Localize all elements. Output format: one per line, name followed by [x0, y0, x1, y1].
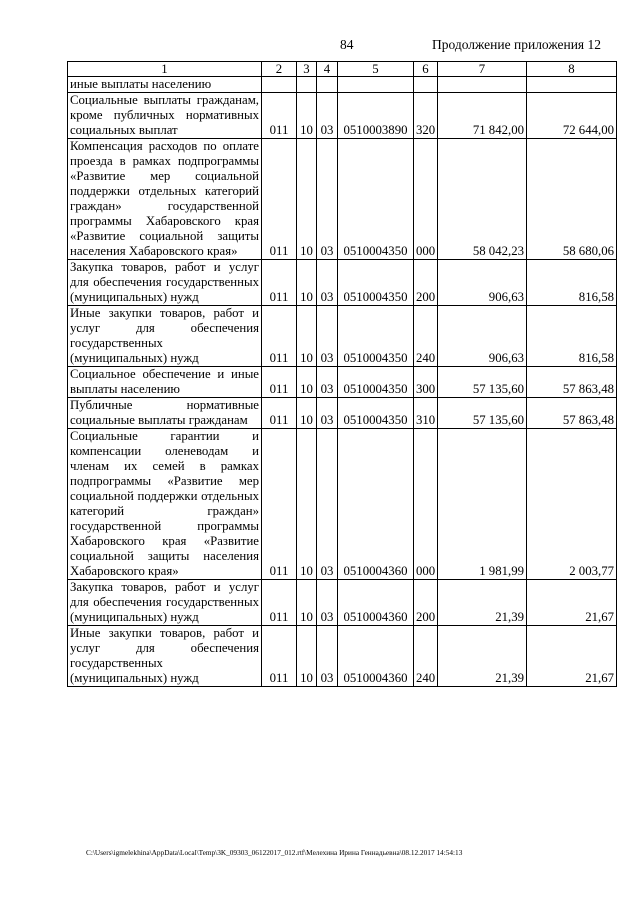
table-row	[68, 77, 617, 93]
target-article-code	[338, 77, 414, 93]
subsection-code: 03	[317, 398, 338, 429]
target-article-code: 0510004360	[338, 626, 414, 687]
row-name: Иные закупки товаров, работ и услуг для обеспечения государственных (муниципальных) нужд	[68, 306, 262, 367]
table-row	[68, 580, 617, 626]
amount-year-2: 816,58	[527, 306, 617, 367]
target-article-code: 0510003890	[338, 93, 414, 139]
ministry-code: 011	[262, 429, 297, 580]
column-number: 2	[262, 62, 297, 77]
amount-year-2: 2 003,77	[527, 429, 617, 580]
ministry-code: 011	[262, 367, 297, 398]
ministry-code: 011	[262, 139, 297, 260]
amount-year-2: 57 863,48	[527, 367, 617, 398]
table-row	[68, 260, 617, 306]
column-number: 7	[438, 62, 527, 77]
table-row	[68, 93, 617, 139]
page-number: 84	[340, 37, 354, 52]
row-name: Иные закупки товаров, работ и услуг для обеспечения государственных (муниципальных) нужд	[68, 626, 262, 687]
section-code: 10	[297, 580, 317, 626]
target-article-code: 0510004350	[338, 367, 414, 398]
amount-year-2: 21,67	[527, 626, 617, 687]
expense-type-code: 000	[414, 429, 438, 580]
expense-type-code: 320	[414, 93, 438, 139]
column-number: 5	[338, 62, 414, 77]
section-code: 10	[297, 93, 317, 139]
row-name: Социальное обеспечение и иные выплаты населению	[68, 367, 262, 398]
row-name: Социальные выплаты гражданам, кроме публичных нормативных социальных выплат	[68, 93, 262, 139]
target-article-code: 0510004360	[338, 429, 414, 580]
target-article-code: 0510004350	[338, 398, 414, 429]
section-code: 10	[297, 626, 317, 687]
subsection-code	[317, 77, 338, 93]
section-code: 10	[297, 367, 317, 398]
table-row	[68, 139, 617, 260]
subsection-code: 03	[317, 580, 338, 626]
amount-year-1: 58 042,23	[438, 139, 527, 260]
amount-year-1: 21,39	[438, 580, 527, 626]
target-article-code: 0510004360	[338, 580, 414, 626]
section-code: 10	[297, 139, 317, 260]
subsection-code: 03	[317, 93, 338, 139]
table-row	[68, 626, 617, 687]
appendix-continuation-title: Продолжение приложения 12	[432, 37, 602, 52]
amount-year-1: 21,39	[438, 626, 527, 687]
budget-table	[67, 61, 617, 687]
expense-type-code: 300	[414, 367, 438, 398]
column-number: 3	[297, 62, 317, 77]
amount-year-1: 906,63	[438, 306, 527, 367]
target-article-code: 0510004350	[338, 306, 414, 367]
table-row	[68, 367, 617, 398]
ministry-code: 011	[262, 580, 297, 626]
table-row	[68, 398, 617, 429]
subsection-code: 03	[317, 429, 338, 580]
amount-year-1: 1 981,99	[438, 429, 527, 580]
column-number: 6	[414, 62, 438, 77]
row-name: Компенсация расходов по оплате проезда в рамках подпрограммы «Развитие мер социальной поддержки отдельных категорий граждан» государственной программы Хабаровского края «Развитие социальной защиты населения Хабаровского края»	[68, 139, 262, 260]
amount-year-2: 72 644,00	[527, 93, 617, 139]
file-path-footer: C:\Users\igmelekhina\AppData\Local\Temp\3K_09303_06122017_012.rtf\Мелехина Ирина Геннадьевна\08.12.2017 14:54:13	[86, 848, 463, 857]
section-code	[297, 77, 317, 93]
amount-year-1: 57 135,60	[438, 398, 527, 429]
target-article-code: 0510004350	[338, 260, 414, 306]
expense-type-code: 000	[414, 139, 438, 260]
row-name: Закупка товаров, работ и услуг для обеспечения государственных (муниципальных) нужд	[68, 580, 262, 626]
expense-type-code	[414, 77, 438, 93]
expense-type-code: 240	[414, 626, 438, 687]
row-name: иные выплаты населению	[68, 77, 262, 93]
row-name: Социальные гарантии и компенсации оленеводам и членам их семей в рамках подпрограммы «Развитие мер социальной поддержки отдельных категорий граждан» государственной программы Хабаровского края «Развитие социальной защиты населения Хабаровского края»	[68, 429, 262, 580]
ministry-code: 011	[262, 398, 297, 429]
expense-type-code: 200	[414, 260, 438, 306]
amount-year-2	[527, 77, 617, 93]
expense-type-code: 310	[414, 398, 438, 429]
column-number: 1	[68, 62, 262, 77]
section-code: 10	[297, 398, 317, 429]
column-number: 8	[527, 62, 617, 77]
amount-year-1: 71 842,00	[438, 93, 527, 139]
section-code: 10	[297, 429, 317, 580]
amount-year-2: 58 680,06	[527, 139, 617, 260]
ministry-code: 011	[262, 260, 297, 306]
column-number-row	[68, 62, 617, 77]
amount-year-1	[438, 77, 527, 93]
expense-type-code: 240	[414, 306, 438, 367]
expense-type-code: 200	[414, 580, 438, 626]
subsection-code: 03	[317, 367, 338, 398]
subsection-code: 03	[317, 139, 338, 260]
amount-year-1: 57 135,60	[438, 367, 527, 398]
ministry-code: 011	[262, 306, 297, 367]
table-row	[68, 429, 617, 580]
row-name: Публичные нормативные социальные выплаты гражданам	[68, 398, 262, 429]
section-code: 10	[297, 306, 317, 367]
column-number: 4	[317, 62, 338, 77]
subsection-code: 03	[317, 626, 338, 687]
row-name: Закупка товаров, работ и услуг для обеспечения государственных (муниципальных) нужд	[68, 260, 262, 306]
ministry-code	[262, 77, 297, 93]
amount-year-1: 906,63	[438, 260, 527, 306]
ministry-code: 011	[262, 93, 297, 139]
subsection-code: 03	[317, 260, 338, 306]
subsection-code: 03	[317, 306, 338, 367]
amount-year-2: 57 863,48	[527, 398, 617, 429]
target-article-code: 0510004350	[338, 139, 414, 260]
table-row	[68, 306, 617, 367]
section-code: 10	[297, 260, 317, 306]
amount-year-2: 21,67	[527, 580, 617, 626]
amount-year-2: 816,58	[527, 260, 617, 306]
ministry-code: 011	[262, 626, 297, 687]
